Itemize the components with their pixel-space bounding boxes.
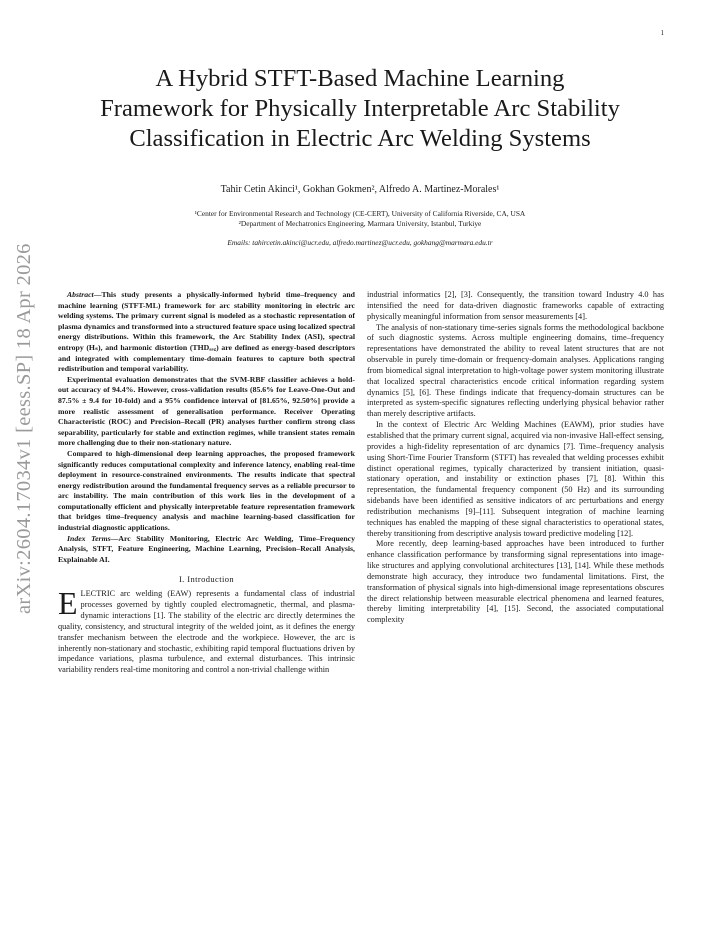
abstract-text: —This study presents a physically-informed hybrid time–frequency and machine learning (STFT-ML) framework for arc stability monitoring in electric arc welding systems. The primary current signal is modeled as a stochastic representation of plasma dynamics and transformed into a structured feature space using localized spectral energy distributions. Within this framework, the Arc Stability Index (ASI), spectral entropy (Hₛ), and harmonic distortion (THDₐᵣ꜀) are defined as energy-based descriptors and integrated with complementary time-domain features to capture both spectral redistribution and temporal variability. <box>58 290 355 374</box>
abstract-label: Abstract <box>67 290 94 299</box>
index-terms-label: Index Terms <box>67 533 111 543</box>
body-paragraph-text: LECTRIC arc welding (EAW) represents a fundamental class of industrial processes governed by tightly coupled electromagnetic, thermal, and plasma-dynamic interactions [1]. The stability of the electric arc directly determines the quality, consistency, and structural integrity of the welded joint, as it defines the energy transfer mechanism between the electrode and the workpiece. However, the arc is inherently non-stationary and stochastic, exhibiting rapid temporal fluctuations driven by impedance variations, plasma turbulence, and external disturbances. This intrinsic variability renders real-time monitoring and control a non-trivial challenge within <box>58 589 355 675</box>
right-column <box>367 290 664 626</box>
title-line: Classification in Electric Arc Welding Systems <box>129 125 591 152</box>
affiliation-1: ¹Center for Environmental Research and Technology (CE-CERT), University of California Riverside, CA, USA <box>194 209 526 218</box>
section-heading-introduction: I. Introduction <box>178 574 235 585</box>
abstract-paragraph <box>58 290 355 375</box>
affiliation-2: ²Department of Mechatronics Engineering, Marmara University, Istanbul, Turkiye <box>238 219 482 228</box>
index-terms <box>58 534 355 566</box>
page-number: 1 <box>660 29 664 37</box>
dropcap-letter: E <box>58 585 78 622</box>
abstract-paragraph: Experimental evaluation demonstrates that the SVM-RBF classifier achieves a hold-out accuracy of 94.4%. However, cross-validation results (85.6% for Leave-One-Out and 87.5% ± 9.4 for 10-fold) and a 95% confidence interval of [81.65%, 92.50%] provide a more realistic assessment of generalisation performance. Receiver Operating Characteristic (ROC) and Precision–Recall (PR) analyses further confirm strong class separability, particularly for stable and extinction regimes, while transient states remain more challenging due to their non-stationary nature. <box>58 374 355 448</box>
title-line: A Hybrid STFT-Based Machine Learning <box>155 65 565 92</box>
body-paragraph: In the context of Electric Arc Welding Machines (EAWM), prior studies have established that the primary current signal, acquired via non-invasive Hall-effect sensing, provides a high-fidelity representation of arc dynamics [7]. Time–frequency analysis using Short-Time Fourier Transform (STFT) has revealed that welding processes exhibit distinct operational regimes, typically characterized by transient initiation, quasi-stationary operation, and instability or extinction phases [7], [8]. Within this representation, the fundamental frequency component (50 Hz) and its surrounding sidebands have been identified as sensitive indicators of arc perturbations and energy redistribution mechanisms [9]–[11]. Subsequent integration of machine learning techniques has enabled the mapping of these signal characteristics to operational states, thereby transitioning from descriptive analysis toward predictive modeling [12]. <box>367 420 664 538</box>
body-paragraph: More recently, deep learning-based approaches have been introduced to further enhance classification performance by transforming signal representations into image-like structures and applying convolutional architectures [13], [14]. While these methods demonstrate high accuracy, they introduce two fundamental limitations. First, the transformation of physical signals into high-dimensional image representations obscures the direct relationship between measurable electrical phenomena and learned features, thereby limiting interpretability [4], [15]. Second, the associated computational complexity <box>367 539 664 625</box>
title-line: Framework for Physically Interpretable Arc Stability <box>100 95 620 122</box>
emails: Emails: tahircetin.akinci@ucr.edu, alfredo.martinez@ucr.edu, gokhang@marmara.edu.tr <box>227 238 493 247</box>
body-paragraph: The analysis of non-stationary time-series signals forms the methodological backbone of such diagnostic systems. Across multiple engineering domains, time–frequency representations have demonstrated the ability to reveal latent structures that are not observable in purely time-domain or frequency-domain analyses. Applications ranging from biomedical signal interpretation to high-voltage power system monitoring illustrate that localized spectral characteristics encode critical information regarding system dynamics [5], [6]. These findings indicate that frequency-domain structures can be interpreted as system-specific signatures reflecting underlying physical behavior rather than merely descriptive artifacts. <box>367 322 664 419</box>
affiliations <box>40 209 680 229</box>
paper-title <box>40 64 680 154</box>
body-paragraph <box>58 585 355 676</box>
arxiv-stamp: arXiv:2604.17034v1 [eess.SP] 18 Apr 2026 <box>13 243 35 614</box>
abstract <box>58 290 355 534</box>
abstract-paragraph: Compared to high-dimensional deep learning approaches, the proposed framework significantly reduces computational complexity and inference latency, enabling real-time deployment in resource-constrained environments. The results indicate that spectral energy redistribution around the fundamental frequency serves as a reliable precursor to arc instability. The main contribution of this work lies in the development of a computationally efficient and physically interpretable feature representation framework that bridges time–frequency analysis and machine learning-based classification for industrial diagnostic applications. <box>58 448 355 533</box>
body-paragraph: industrial informatics [2], [3]. Consequently, the transition toward Industry 4.0 has intensified the need for data-driven diagnostic frameworks capable of extracting physically meaningful information from sensor measurements [4]. <box>367 290 664 321</box>
introduction-body <box>58 585 355 676</box>
authors: Tahir Cetin Akinci¹, Gokhan Gokmen², Alfredo A. Martinez-Morales¹ <box>220 184 500 195</box>
index-terms-text: —Arc Stability Monitoring, Electric Arc Welding, Time–Frequency Analysis, STFT, Feature Engineering, Machine Learning, Precision–Recall Analysis, Explainable AI. <box>58 533 355 564</box>
left-column <box>58 290 355 676</box>
